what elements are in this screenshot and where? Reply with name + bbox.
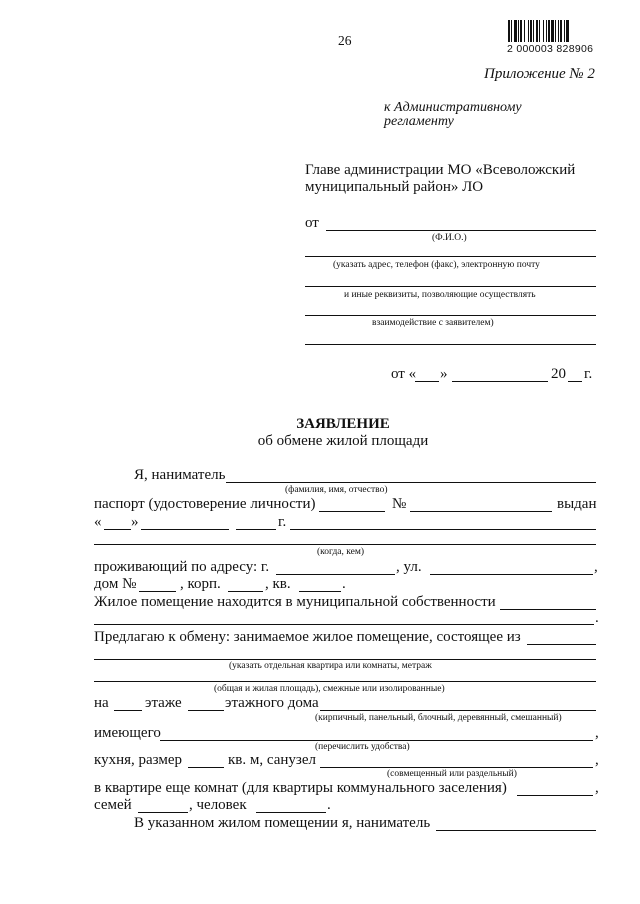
street-comma: , [594, 559, 598, 575]
storey-house-label: этажного дома [225, 695, 319, 711]
apartment-caption: (указать отдельная квартира или комнаты, метраж [229, 661, 432, 671]
house-field[interactable] [139, 591, 176, 592]
barcode-bar [528, 20, 529, 42]
requisites-caption: и иные реквизиты, позволяющие осуществлять [344, 290, 536, 300]
offer-label: Предлагаю к обмену: занимаемое жилое помещение, состоящее из [94, 629, 521, 645]
kitchen-size-field[interactable] [188, 767, 224, 768]
date-year: 20 [551, 366, 566, 382]
barcode-bar [530, 20, 532, 42]
persons-period: . [327, 797, 331, 813]
persons-label: , человек [189, 797, 247, 813]
regulation-line-2: регламенту [384, 114, 454, 129]
tenant-label: Я, наниматель [134, 467, 226, 483]
from-label: от [305, 215, 319, 231]
amenities-field[interactable] [160, 740, 593, 741]
street-label: , ул. [396, 559, 422, 575]
bathroom-comma: , [595, 752, 599, 768]
barcode-bar [520, 20, 522, 42]
barcode-bar [546, 20, 547, 42]
fio-field[interactable] [326, 230, 596, 231]
date-suffix: г. [584, 366, 593, 382]
barcode-number: 2 000003 828906 [507, 43, 594, 55]
barcode-bar [548, 20, 550, 42]
barcode-bar [560, 20, 562, 42]
having-label: имеющего [94, 725, 161, 741]
barcode-bar [536, 20, 538, 42]
passport-label: паспорт (удостоверение личности) [94, 496, 316, 512]
persons-field[interactable] [256, 812, 326, 813]
rooms-comma: , [595, 780, 599, 796]
on-label: на [94, 695, 109, 711]
issue-month-field[interactable] [141, 529, 229, 530]
barcode-bar [533, 20, 534, 42]
page-number: 26 [338, 33, 352, 48]
municipal-field[interactable] [500, 609, 596, 610]
barcode-bar [555, 20, 556, 42]
name-caption: (фамилия, имя, отчество) [285, 485, 388, 495]
regulation-line-1: к Административному [384, 100, 522, 115]
building-label: , корп. [180, 576, 221, 592]
address-field[interactable] [305, 256, 596, 257]
barcode-bar [566, 20, 569, 42]
extra-field[interactable] [305, 344, 596, 345]
amenities-caption: (перечислить удобства) [315, 742, 410, 752]
apartment-field[interactable] [94, 659, 596, 660]
fio-caption: (Ф.И.О.) [432, 233, 467, 243]
issuer-field[interactable] [290, 529, 596, 530]
date-day-field[interactable] [415, 381, 439, 382]
street-field[interactable] [430, 574, 593, 575]
families-field[interactable] [138, 812, 188, 813]
barcode-bar [514, 20, 517, 42]
date-month-field[interactable] [452, 381, 548, 382]
floor-label: этаже [145, 695, 182, 711]
city-field[interactable] [276, 574, 395, 575]
issue-quote-open: « [94, 514, 102, 530]
last-line-field[interactable] [436, 830, 596, 831]
barcode-bar [551, 20, 554, 42]
area-field[interactable] [94, 681, 596, 682]
building-field[interactable] [228, 591, 263, 592]
number-sign: № [392, 496, 407, 512]
date-year-field[interactable] [568, 381, 582, 382]
storeys-field[interactable] [188, 710, 224, 711]
municipal-label: Жилое помещение находится в муниципальной собственности [94, 594, 496, 610]
appendix-label: Приложение № 2 [484, 66, 595, 82]
date-mid: » [440, 366, 448, 382]
sqm-bath-label: кв. м, санузел [228, 752, 316, 768]
residing-label: проживающий по адресу: г. [94, 559, 270, 575]
passport-number-field[interactable] [410, 511, 552, 512]
barcode-bar [511, 20, 512, 42]
issue-day-field[interactable] [104, 529, 131, 530]
families-label: семей [94, 797, 132, 813]
document-title: ЗАЯВЛЕНИЕ [296, 416, 390, 432]
floor-field[interactable] [114, 710, 142, 711]
document-subtitle: об обмене жилой площади [257, 433, 429, 449]
date-prefix: от « [391, 366, 417, 382]
municipal-field-2[interactable] [94, 624, 594, 625]
material-field[interactable] [320, 710, 596, 711]
passport-series-field[interactable] [319, 511, 385, 512]
barcode-bar [508, 20, 510, 42]
issued-label: выдан [557, 496, 597, 512]
requisites-field[interactable] [305, 286, 596, 287]
when-caption: (когда, кем) [317, 547, 365, 557]
barcode [508, 20, 596, 44]
barcode-bar [558, 20, 559, 42]
rooms-label: в квартире еще комнат (для квартиры коммунального заселения) [94, 780, 507, 796]
interaction-field[interactable] [305, 315, 596, 316]
apt-label: , кв. [265, 576, 291, 592]
issue-quote-close: » [131, 514, 139, 530]
kitchen-label: кухня, размер [94, 752, 183, 768]
barcode-bar [543, 20, 544, 42]
rooms-field[interactable] [517, 795, 593, 796]
area-caption: (общая и жилая площадь), смежные или изолированные) [214, 684, 445, 694]
addressee-line-1: Главе администрации МО «Всеволожский [305, 162, 576, 178]
barcode-bar [564, 20, 565, 42]
barcode-bar [524, 20, 525, 42]
last-line-label: В указанном жилом помещении я, наниматель [134, 815, 431, 831]
issue-year-field[interactable] [236, 529, 276, 530]
municipal-period: . [595, 610, 599, 626]
barcode-bar [539, 20, 540, 42]
address-caption: (указать адрес, телефон (факс), электронную почту [333, 260, 540, 270]
apt-period: . [342, 576, 346, 592]
house-label: дом № [94, 576, 137, 592]
tenant-name-field[interactable] [226, 482, 596, 483]
bathroom-field[interactable] [320, 767, 593, 768]
barcode-bar [518, 20, 519, 42]
apt-field[interactable] [299, 591, 341, 592]
offer-field[interactable] [527, 644, 596, 645]
amenities-comma: , [595, 725, 599, 741]
bathroom-caption: (совмещенный или раздельный) [387, 769, 517, 779]
addressee-line-2: муниципальный район» ЛО [305, 179, 484, 195]
interaction-caption: взаимодействие с заявителем) [372, 318, 494, 328]
issue-year-label: г. [278, 514, 287, 530]
material-caption: (кирпичный, панельный, блочный, деревянный, смешанный) [315, 713, 562, 723]
issuer-field-2[interactable] [94, 544, 596, 545]
